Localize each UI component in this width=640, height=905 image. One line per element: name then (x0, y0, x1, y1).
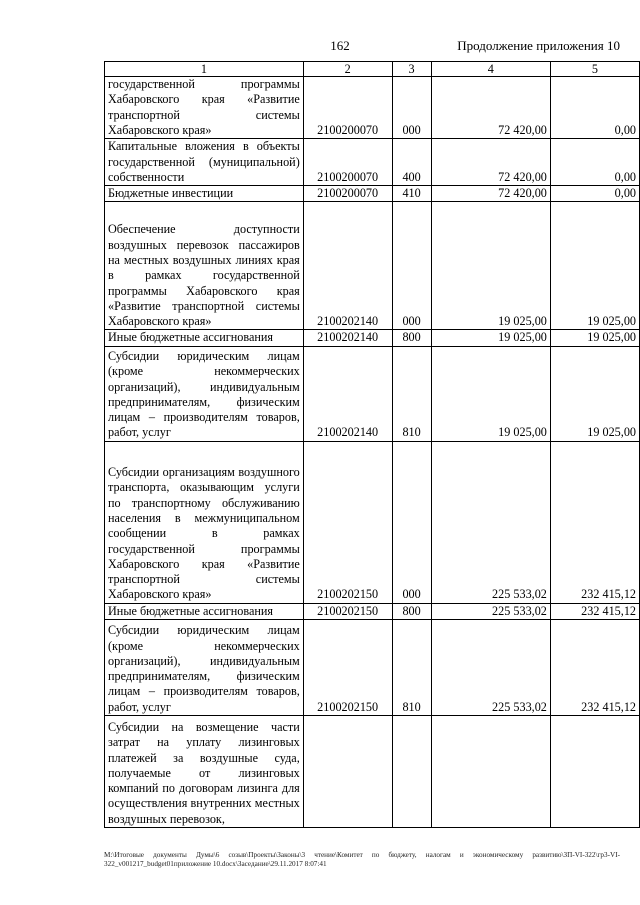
row-expense-type: 000 (392, 77, 431, 139)
row-name: Обеспечение доступности воздушных перевозок пассажиров на местных воздушных линиях края в рамках государственной программы Хабаровского края «Развитие транспортной системы Хабаровского края» (105, 202, 304, 330)
row-target-code: 2100202150 (303, 620, 392, 716)
row-expense-type (392, 716, 431, 828)
row-target-code: 2100200070 (303, 186, 392, 202)
table-row (105, 202, 640, 330)
row-amount-2: 0,00 (550, 77, 639, 139)
row-name: Субсидии на возмещение части затрат на уплату лизинговых платежей за воздушные суда, получаемые от лизинговых компаний по договорам лизинга для осуществления внутренних местных воздушных перевозок, (105, 716, 304, 828)
row-name: Иные бюджетные ассигнования (105, 330, 304, 346)
row-amount-1: 225 533,02 (431, 603, 550, 619)
row-name: Субсидии организациям воздушного транспорта, оказывающим услуги по транспортному обслуживанию населения в межмуниципальном сообщении в рамках государственной программы Хабаровского края «Развитие транспортной системы Хабаровского края» (105, 441, 304, 603)
row-expense-type: 410 (392, 186, 431, 202)
row-amount-1: 72 420,00 (431, 77, 550, 139)
row-amount-1: 225 533,02 (431, 441, 550, 603)
row-target-code: 2100200070 (303, 139, 392, 186)
row-expense-type: 810 (392, 620, 431, 716)
row-name: Субсидии юридическим лицам (кроме некоммерческих организаций), индивидуальным предпринимателям, физическим лицам – производителям товаров, работ, услуг (105, 346, 304, 441)
row-name: Бюджетные инвестиции (105, 186, 304, 202)
row-amount-2: 0,00 (550, 139, 639, 186)
row-expense-type: 800 (392, 603, 431, 619)
row-amount-2: 19 025,00 (550, 346, 639, 441)
column-header-amount-1: 4 (431, 62, 550, 77)
row-name: государственной программы Хабаровского края «Развитие транспортной системы Хабаровского края» (105, 77, 304, 139)
row-amount-2: 232 415,12 (550, 603, 639, 619)
row-expense-type: 400 (392, 139, 431, 186)
table-header-row (105, 62, 640, 77)
table-row (105, 620, 640, 716)
row-target-code: 2100202140 (303, 346, 392, 441)
row-target-code: 2100202150 (303, 603, 392, 619)
table-row (105, 330, 640, 346)
appendix-continuation-label: Продолжение приложения 10 (457, 38, 620, 53)
row-amount-2 (550, 716, 639, 828)
row-expense-type: 810 (392, 346, 431, 441)
column-header-name: 1 (105, 62, 304, 77)
document-file-path: М:\Итоговые документы Думы\6 созыв\Проекты\Законы\3 чтение\Комитет по бюджету, налогам и экономическому развитию\ЗП-VI-322\гр3-VI-322_v001217_budget01приложение 10.docx\Заседание\29.11.2017 8:07:41 (104, 851, 620, 868)
table-row (105, 716, 640, 828)
page-number: 162 (330, 38, 350, 53)
row-amount-1: 19 025,00 (431, 330, 550, 346)
row-amount-1: 19 025,00 (431, 202, 550, 330)
table-row (105, 77, 640, 139)
row-name: Капитальные вложения в объекты государственной (муниципальной) собственности (105, 139, 304, 186)
row-target-code: 2100200070 (303, 77, 392, 139)
row-target-code: 2100202140 (303, 202, 392, 330)
row-amount-2: 0,00 (550, 186, 639, 202)
table-row (105, 346, 640, 441)
row-target-code (303, 716, 392, 828)
row-name: Иные бюджетные ассигнования (105, 603, 304, 619)
column-header-type: 3 (392, 62, 431, 77)
row-amount-2: 232 415,12 (550, 620, 639, 716)
row-target-code: 2100202140 (303, 330, 392, 346)
row-amount-2: 19 025,00 (550, 202, 639, 330)
row-name: Субсидии юридическим лицам (кроме некоммерческих организаций), индивидуальным предпринимателям, физическим лицам – производителям товаров, работ, услуг (105, 620, 304, 716)
row-expense-type: 000 (392, 202, 431, 330)
row-amount-1: 225 533,02 (431, 620, 550, 716)
row-target-code: 2100202150 (303, 441, 392, 603)
column-header-code: 2 (303, 62, 392, 77)
row-amount-1: 72 420,00 (431, 139, 550, 186)
row-expense-type: 000 (392, 441, 431, 603)
row-amount-1: 19 025,00 (431, 346, 550, 441)
table-row (105, 441, 640, 603)
row-amount-1: 72 420,00 (431, 186, 550, 202)
table-row (105, 186, 640, 202)
row-expense-type: 800 (392, 330, 431, 346)
row-amount-1 (431, 716, 550, 828)
table-row (105, 139, 640, 186)
table-row (105, 603, 640, 619)
row-amount-2: 19 025,00 (550, 330, 639, 346)
column-header-amount-2: 5 (550, 62, 639, 77)
budget-table (104, 61, 640, 828)
row-amount-2: 232 415,12 (550, 441, 639, 603)
